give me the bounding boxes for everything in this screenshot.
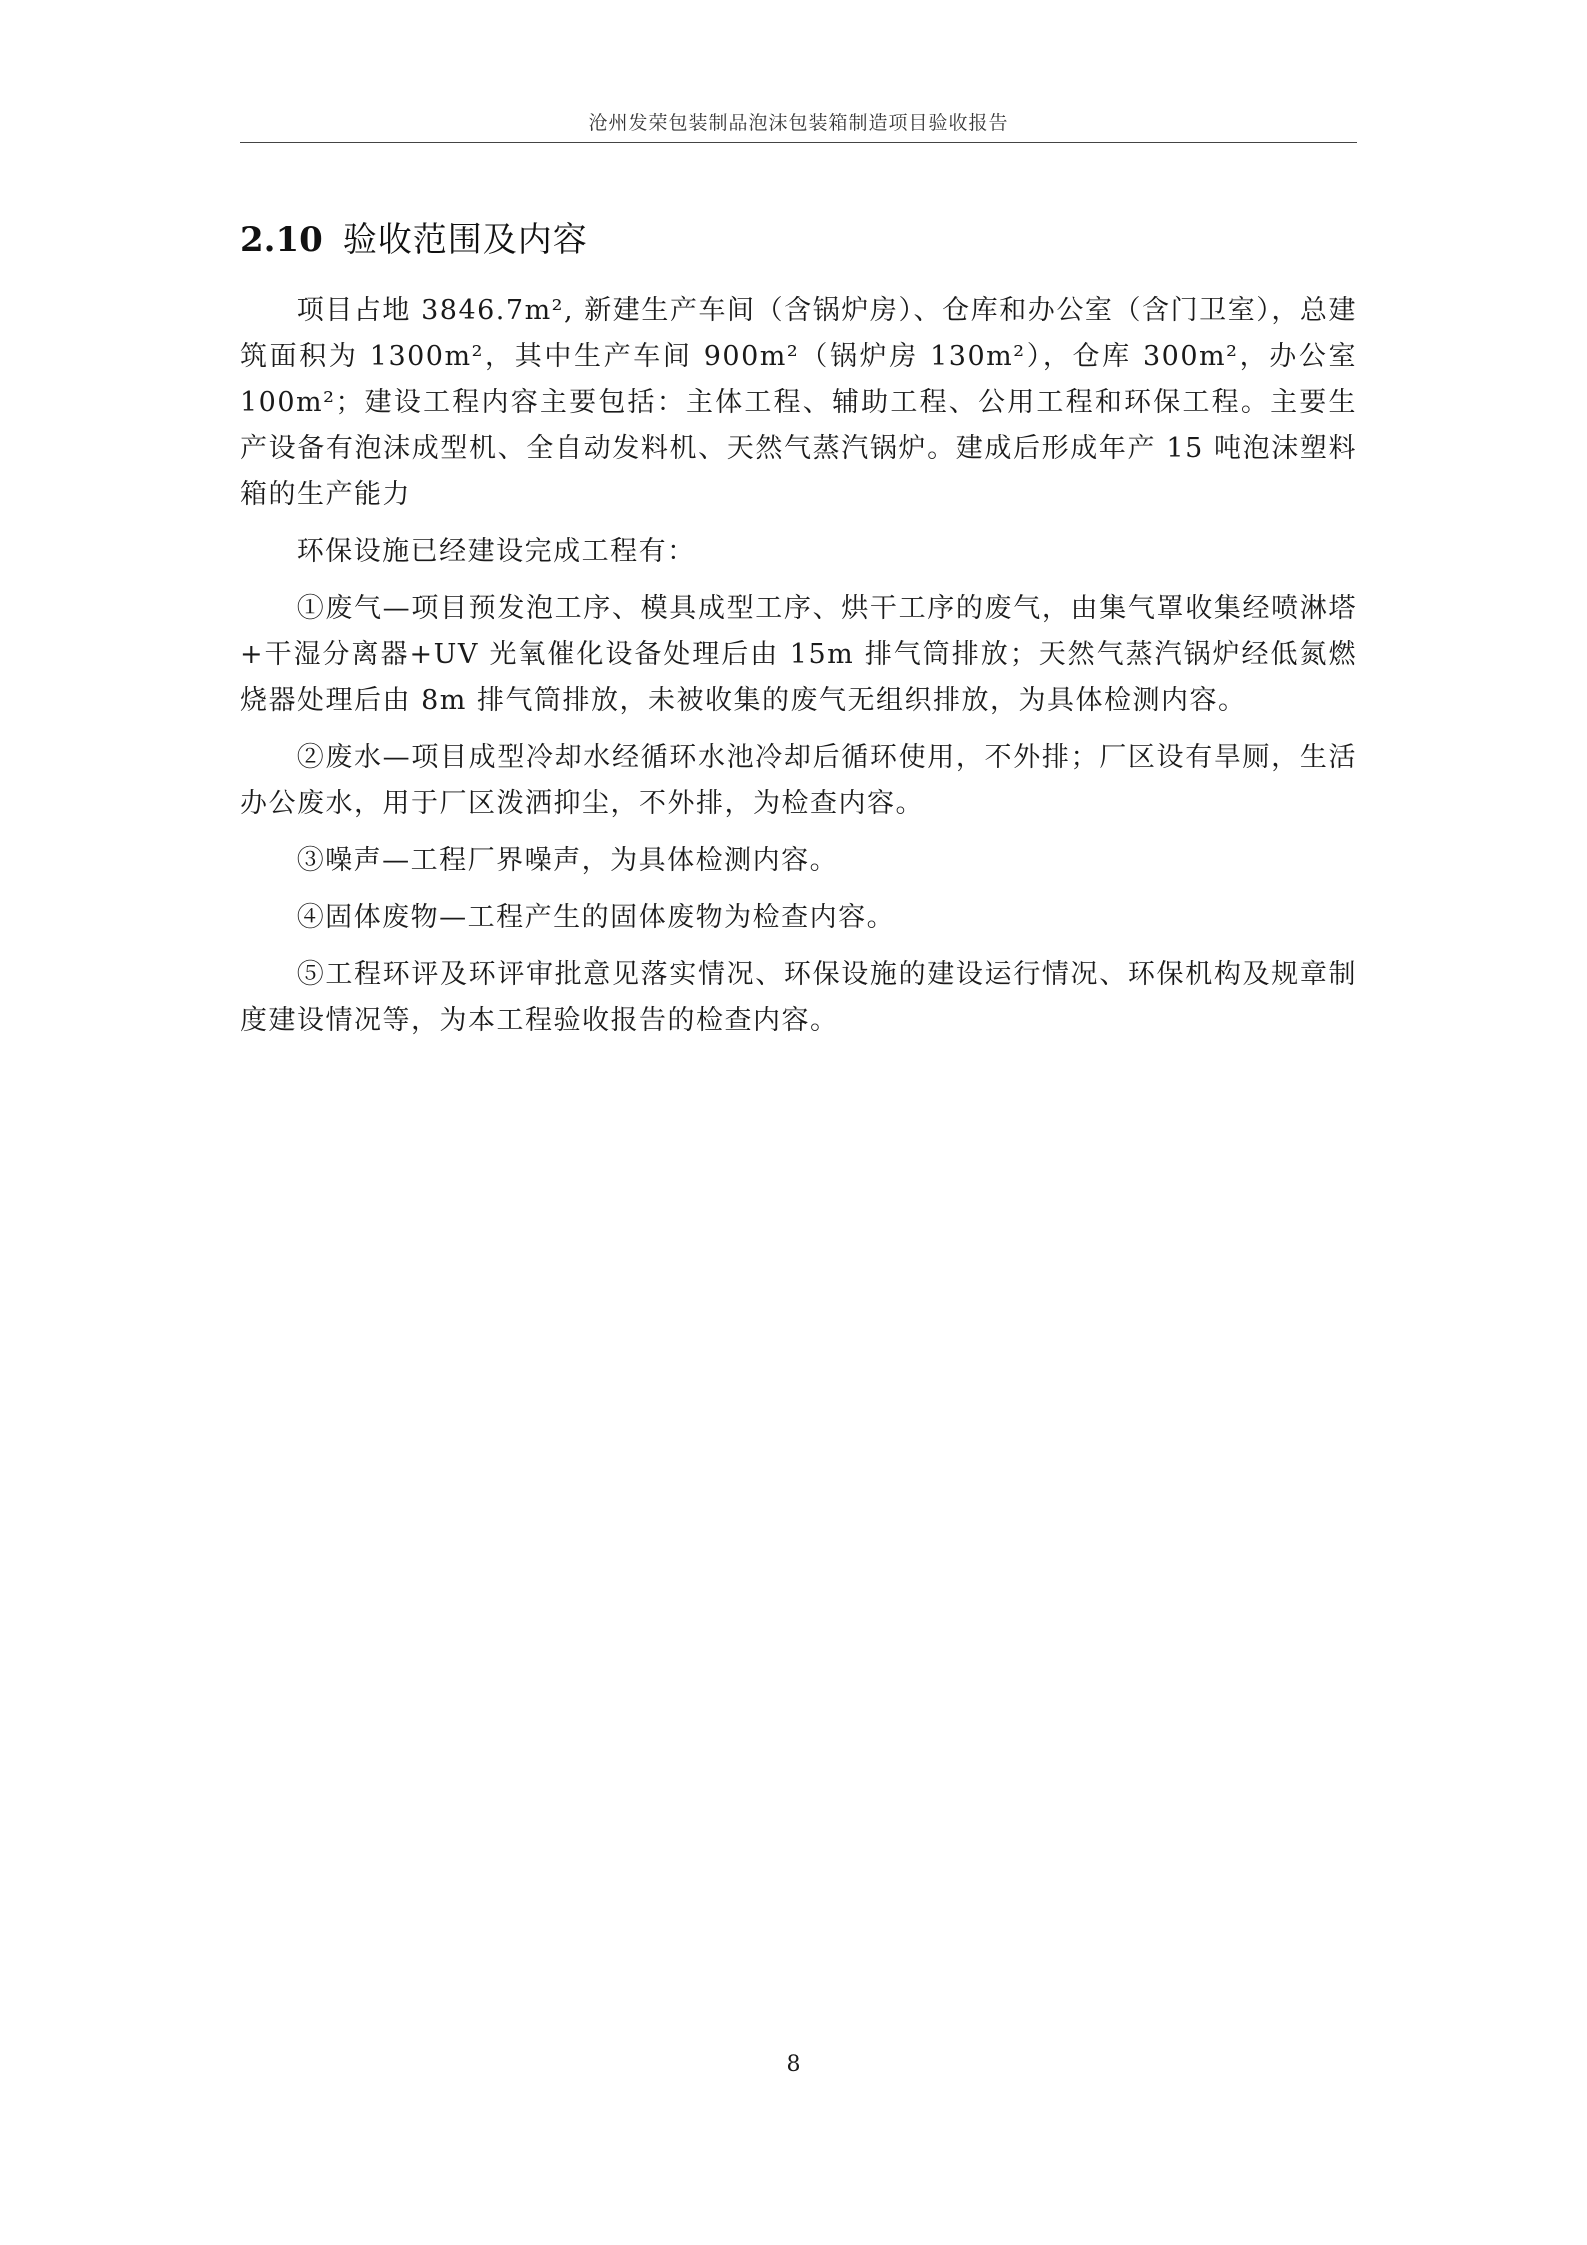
page-header-title: 沧州发荣包装制品泡沫包装箱制造项目验收报告 — [588, 112, 1009, 134]
paragraph-waste-water: ②废水—项目成型冷却水经循环水池冷却后循环使用，不外排；厂区设有旱厕，生活办公废水，用于厂区泼洒抑尘，不外排，为检查内容。 — [240, 742, 1357, 819]
paragraph-solid-waste: ④固体废物—工程产生的固体废物为检查内容。 — [296, 902, 896, 933]
paragraph-noise: ③噪声—工程厂界噪声，为具体检测内容。 — [296, 845, 839, 876]
section-number: 2.10 — [240, 220, 323, 260]
paragraph-waste-gas: ①废气—项目预发泡工序、模具成型工序、烘干工序的废气，由集气罩收集经喷淋塔+干湿分离器+UV 光氧催化设备处理后由 15m 排气筒排放；天然气蒸汽锅炉经低氮燃烧器处理后由 8m 排气筒排放，未被收集的废气无组织排放，为具体检测内容。 — [240, 593, 1357, 716]
page-number: 8 — [786, 2052, 801, 2077]
paragraph-eia-implementation: ⑤工程环评及环评审批意见落实情况、环保设施的建设运行情况、环保机构及规章制度建设情况等，为本工程验收报告的检查内容。 — [240, 959, 1357, 1036]
paragraph-env-facilities-intro: 环保设施已经建设完成工程有： — [296, 536, 696, 567]
section-title: 验收范围及内容 — [342, 220, 588, 260]
section-heading — [240, 212, 588, 261]
header-divider — [240, 142, 1357, 143]
body-text — [240, 288, 1357, 1055]
paragraph-project-overview: 项目占地 3846.7m², 新建生产车间（含锅炉房）、仓库和办公室（含门卫室），总建筑面积为 1300m²，其中生产车间 900m²（锅炉房 130m²），仓库 300m²，办公室 100m²；建设工程内容主要包括：主体工程、辅助工程、公用工程和环保工程。主要生产设备有泡沫成型机、全自动发料机、天然气蒸汽锅炉。建成后形成年产 15 吨泡沫塑料箱的生产能力 — [240, 295, 1357, 510]
